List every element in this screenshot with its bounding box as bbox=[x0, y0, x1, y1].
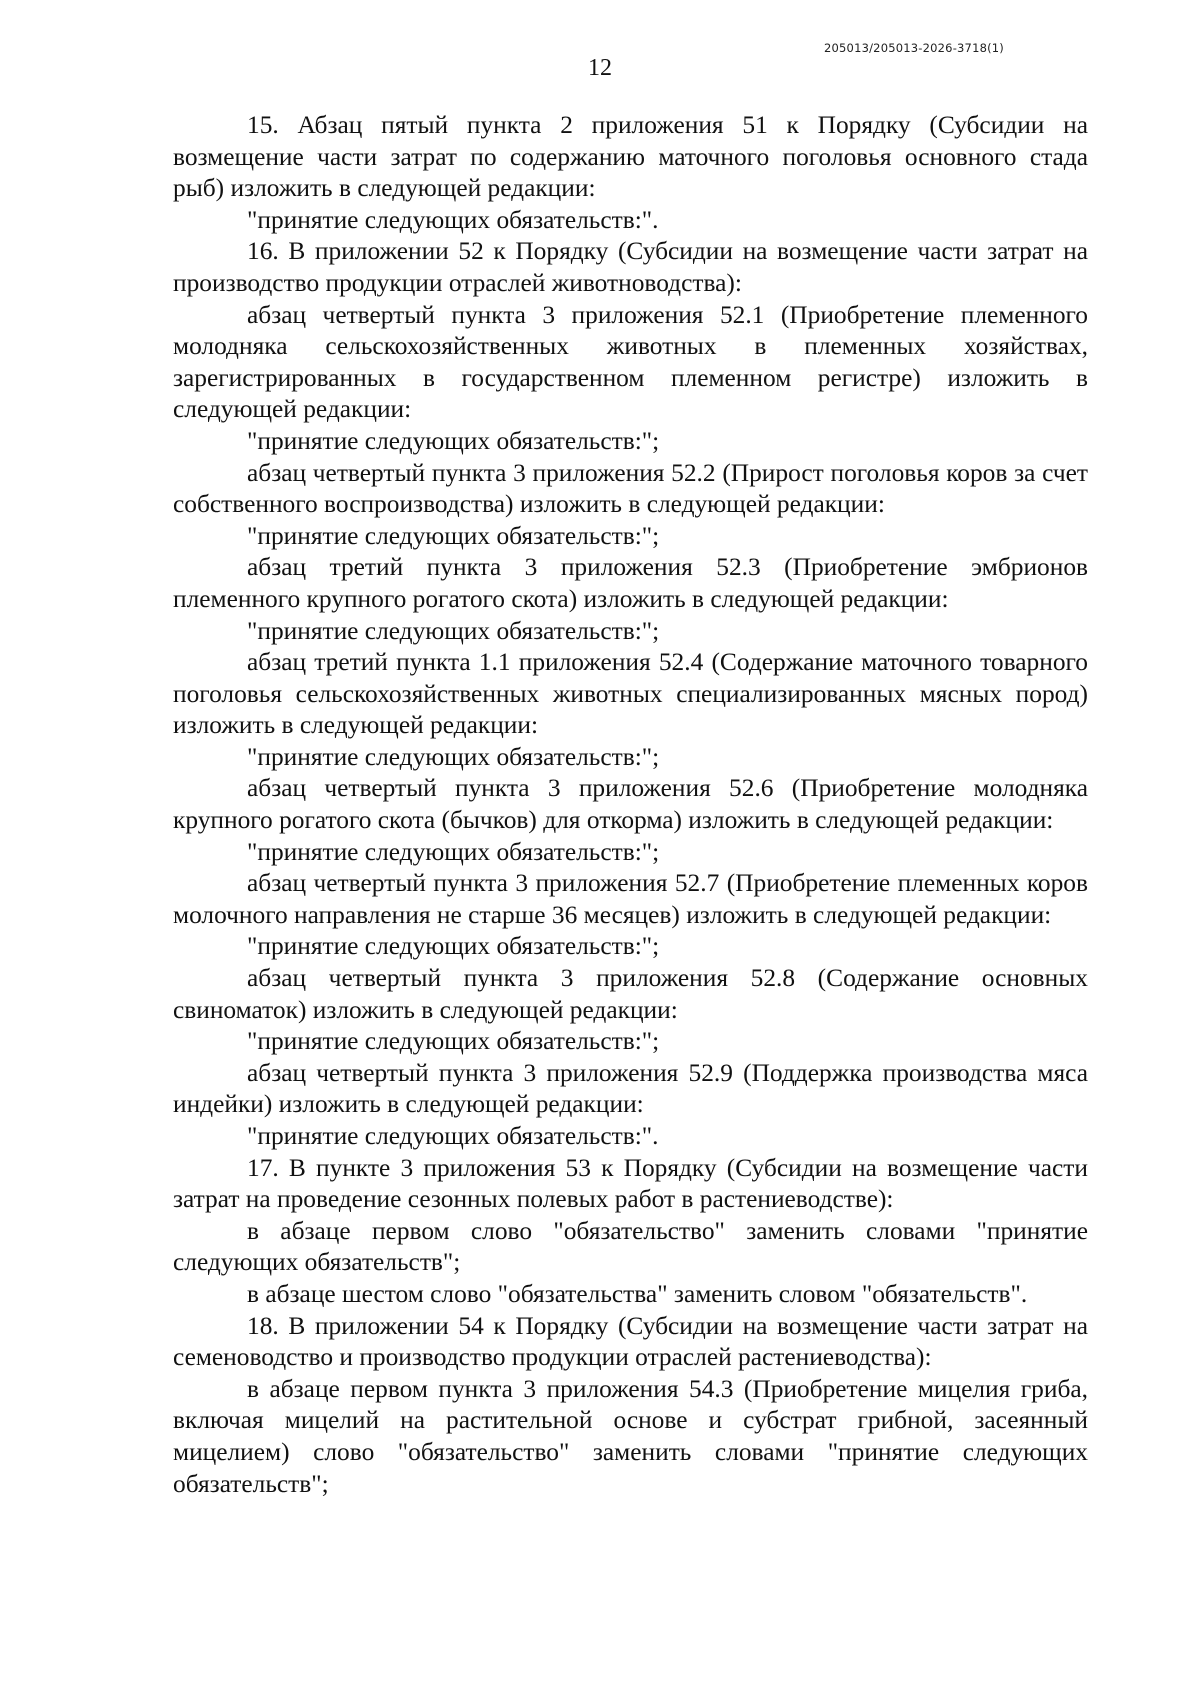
page-number: 12 bbox=[588, 55, 612, 81]
paragraph: абзац четвертый пункта 3 приложения 52.2 (Прирост поголовья коров за счет собственного воспроизводства) изложить в следующей редакции: bbox=[173, 458, 1088, 519]
document-id: 205013/205013-2026-3718(1) bbox=[824, 41, 1004, 55]
quoted-text: "принятие следующих обязательств:"; bbox=[247, 932, 660, 961]
paragraph: в абзаце первом пункта 3 приложения 54.3 (Приобретение мицелия гриба, включая мицелий на растительной основе и субстрат грибной, засеянный мицелием) слово "обязательство" заменить словами "принятие следующих обязательств"; bbox=[173, 1374, 1088, 1498]
quoted-text: "принятие следующих обязательств:"; bbox=[247, 426, 660, 455]
document-body bbox=[173, 110, 1088, 1500]
paragraph: абзац четвертый пункта 3 приложения 52.6 (Приобретение молодняка крупного рогатого скота (бычков) для откорма) изложить в следующей редакции: bbox=[173, 774, 1088, 835]
paragraph: 17. В пункте 3 приложения 53 к Порядку (Субсидии на возмещение части затрат на проведение сезонных полевых работ в растениеводстве): bbox=[173, 1153, 1088, 1214]
quoted-text: "принятие следующих обязательств:"; bbox=[247, 742, 660, 771]
paragraph: абзац третий пункта 3 приложения 52.3 (Приобретение эмбрионов племенного крупного рогатого скота) изложить в следующей редакции: bbox=[173, 553, 1088, 613]
paragraph: абзац четвертый пункта 3 приложения 52.1 (Приобретение племенного молодняка сельскохозяйственных животных в племенных хозяйствах, зарегистрированных в государственном племенном регистре) изложить в следующей редакции: bbox=[173, 300, 1088, 424]
quoted-text: "принятие следующих обязательств:"; bbox=[247, 616, 660, 645]
paragraph: 16. В приложении 52 к Порядку (Субсидии на возмещение части затрат на производство продукции отраслей животноводства): bbox=[173, 237, 1088, 297]
paragraph: абзац третий пункта 1.1 приложения 52.4 (Содержание маточного товарного поголовья сельскохозяйственных животных специализированных мясных пород) изложить в следующей редакции: bbox=[173, 648, 1088, 740]
quoted-text: "принятие следующих обязательств:"; bbox=[247, 521, 660, 550]
quoted-text: "принятие следующих обязательств:"; bbox=[247, 1027, 660, 1056]
paragraph: абзац четвертый пункта 3 приложения 52.7 (Приобретение племенных коров молочного направления не старше 36 месяцев) изложить в следующей редакции: bbox=[173, 869, 1088, 929]
quoted-text: "принятие следующих обязательств:". bbox=[247, 205, 659, 234]
paragraph: 15. Абзац пятый пункта 2 приложения 51 к Порядку (Субсидии на возмещение части затрат по содержанию маточного поголовья основного стада рыб) изложить в следующей редакции: bbox=[173, 111, 1088, 203]
paragraph: абзац четвертый пункта 3 приложения 52.8 (Содержание основных свиноматок) изложить в следующей редакции: bbox=[173, 964, 1088, 1024]
paragraph: 18. В приложении 54 к Порядку (Субсидии на возмещение части затрат на семеноводство и производство продукции отраслей растениеводства): bbox=[173, 1311, 1088, 1372]
paragraph: в абзаце первом слово "обязательство" заменить словами "принятие следующих обязательств"; bbox=[173, 1216, 1088, 1277]
quoted-text: "принятие следующих обязательств:". bbox=[247, 1122, 659, 1150]
quoted-text: в абзаце шестом слово "обязательства" заменить словом "обязательств". bbox=[247, 1279, 1028, 1308]
quoted-text: "принятие следующих обязательств:"; bbox=[247, 837, 660, 866]
paragraph: абзац четвертый пункта 3 приложения 52.9 (Поддержка производства мяса индейки) изложить в следующей редакции: bbox=[173, 1058, 1088, 1119]
